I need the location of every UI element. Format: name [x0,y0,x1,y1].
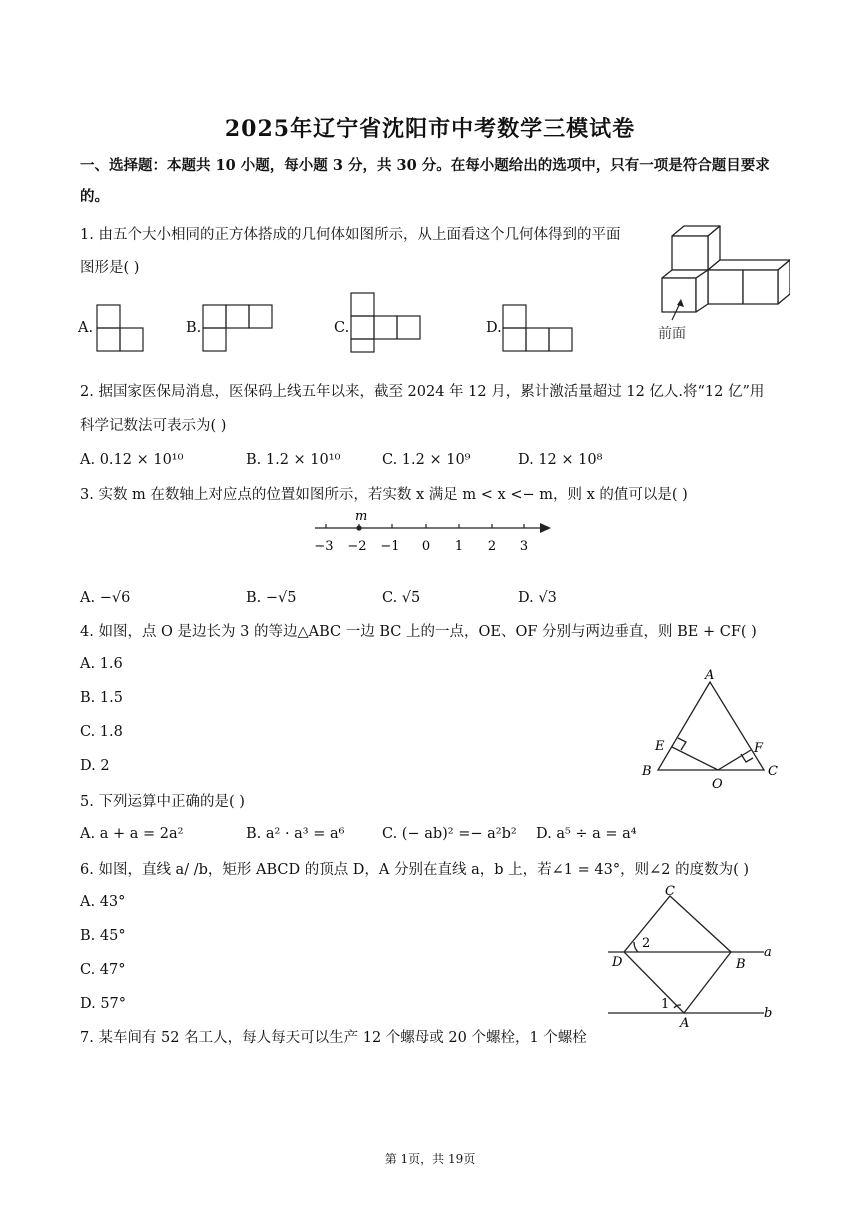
q1-option-a-label: A. [78,320,94,336]
q4-triangle-figure [636,666,786,794]
q6-line-b-label: b [764,1006,773,1021]
q4-label-o: O [712,777,723,792]
q1-figure-label: 前面 [658,326,686,342]
tick-label: 3 [519,539,529,554]
q4-option-c: C. 1.8 [80,724,123,740]
q1-option-b-figure [202,302,276,352]
q3-option-a: A. −√6 [80,590,131,606]
q6-angle-1-label: 1 [661,997,670,1012]
q4-label-f: F [754,741,764,756]
section-heading-line2: 的。 [80,188,109,205]
q6-angle-2-label: 2 [642,936,651,951]
q3-point-label: m [355,509,368,524]
q5-option-a: A. a + a = 2a² [80,826,184,842]
q5-option-d: D. a⁵ ÷ a = a⁴ [536,826,637,842]
q4-label-c: C [768,764,778,779]
q1-option-c-label: C. [334,320,350,336]
q2-option-d: D. 12 × 10⁸ [518,452,603,468]
q3-number-line [305,508,555,558]
q4-stem-line1: 4. 如图，点 O 是边长为 3 的等边△ABC 一边 BC 上的一点，OE、OF 分别与两边垂直，则 BE + CF( ) [80,624,757,640]
q3-option-c: C. √5 [382,590,421,606]
q2-option-a: A. 0.12 × 10¹⁰ [80,452,184,468]
q4-option-d: D. 2 [80,758,110,774]
q6-label-a: A [680,1016,690,1030]
page-title: 2025年辽宁省沈阳市中考数学三模试卷 [224,116,636,142]
q1-option-d-figure [502,302,576,352]
q1-option-d-label: D. [486,320,502,336]
q4-label-b: B [642,764,652,779]
q5-option-b: B. a² · a³ = a⁶ [246,826,345,842]
q6-option-a: A. 43° [80,894,126,910]
q2-option-c: C. 1.2 × 10⁹ [382,452,471,468]
q4-option-b: B. 1.5 [80,690,123,706]
q2-stem-line2: 科学记数法可表示为( ) [80,418,227,434]
q5-option-c: C. (− ab)² =− a²b² [382,826,517,842]
q4-label-e: E [655,739,665,754]
section-heading-line1: 一、选择题：本题共 10 小题，每小题 3 分，共 30 分。在每小题给出的选项中，只有一项是符合题目要求 [80,157,770,174]
q1-option-b-label: B. [186,320,202,336]
q6-label-b: B [736,957,746,972]
q6-label-d: D [612,955,623,970]
q6-line-a-label: a [764,945,772,960]
q4-label-a: A [705,668,715,683]
tick-label: 2 [487,539,497,554]
q6-option-b: B. 45° [80,928,126,944]
q1-stem-line1: 1. 由五个大小相同的正方体搭成的几何体如图所示，从上面看这个几何体得到的平面 [80,227,621,243]
q6-stem-line1: 6. 如图，直线 a/ /b，矩形 ABCD 的顶点 D，A 分别在直线 a，b 上，若∠1 = 43°，则∠2 的度数为( ) [80,862,750,878]
tick-label: −2 [347,539,367,554]
q3-option-d: D. √3 [518,590,557,606]
tick-label: 1 [454,539,464,554]
q3-stem-line1: 3. 实数 m 在数轴上对应点的位置如图所示，若实数 x 满足 m < x <− m，则 x 的值可以是( ) [80,487,688,503]
tick-label: −3 [314,539,334,554]
tick-label: 0 [421,539,431,554]
q6-option-c: C. 47° [80,962,126,978]
q7-stem-line1: 7. 某车间有 52 名工人，每人每天可以生产 12 个螺母或 20 个螺栓，1 个螺栓 [80,1030,587,1046]
q3-option-b: B. −√5 [246,590,297,606]
page-footer: 第 1页，共 19页 [384,1152,476,1166]
tick-label: −1 [380,539,400,554]
q2-stem-line1: 2. 据国家医保局消息，医保码上线五年以来，截至 2024 年 12 月，累计激活量超过 12 亿人.将“12 亿”用 [80,384,765,400]
q1-cube-figure [650,222,790,346]
q1-option-c-figure [350,292,424,354]
q6-label-c: C [665,884,675,899]
q2-option-b: B. 1.2 × 10¹⁰ [246,452,341,468]
q6-rectangle-figure [604,884,784,1030]
q4-option-a: A. 1.6 [80,656,123,672]
q5-stem-line1: 5. 下列运算中正确的是( ) [80,794,245,810]
q1-option-a-figure [96,302,146,352]
q1-stem-line2: 图形是( ) [80,260,140,276]
q6-option-d: D. 57° [80,996,127,1012]
